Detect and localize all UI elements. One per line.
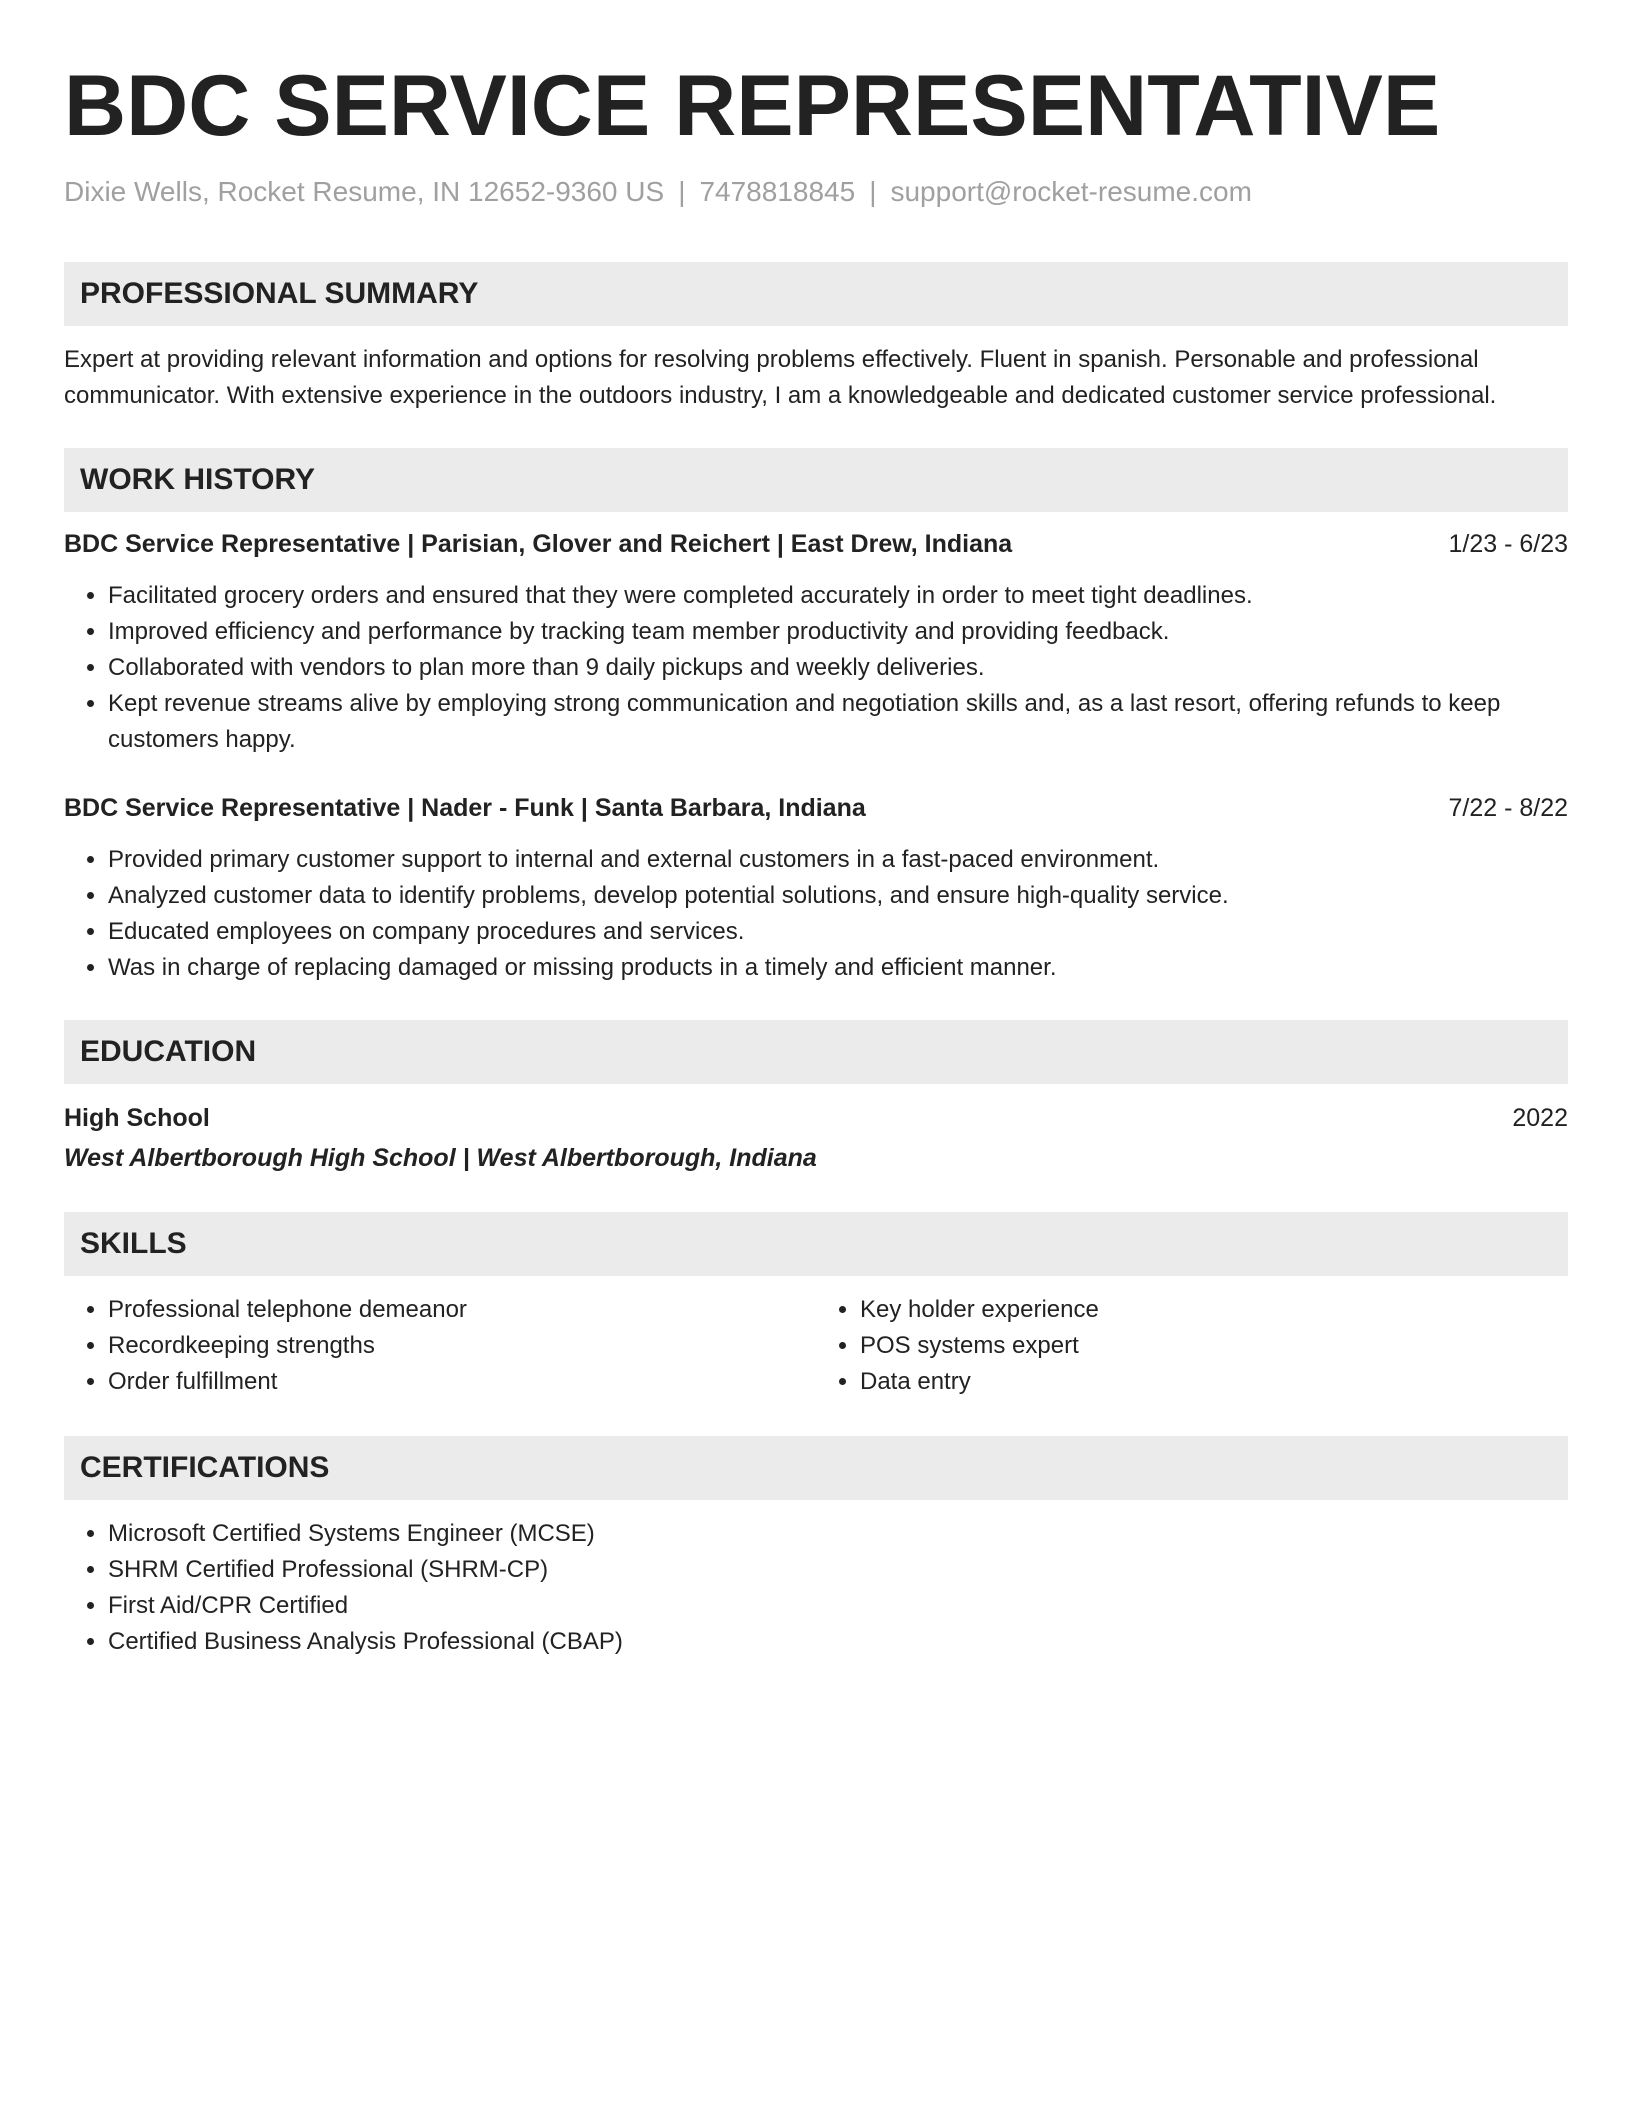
job-bullets — [64, 842, 1568, 986]
job-header — [64, 790, 1568, 826]
list-item: • Facilitated grocery orders and ensured that they were completed accurately in order to meet tight deadlines. — [108, 578, 1568, 614]
education-school: West Albertborough High School | West Albertborough, Indiana — [64, 1144, 817, 1172]
job-entry — [64, 526, 1568, 758]
job-entry — [64, 790, 1568, 986]
section-heading-education: EDUCATION — [64, 1020, 1568, 1084]
summary-text: Expert at providing relevant information and options for resolving problems effectively. Fluent in spanish. Personable and professional communicator. With extensive experience in the outdoors industry, I am a knowledgeable and dedicated customer service professional. — [64, 346, 1497, 409]
contact-line — [64, 174, 1568, 210]
job-bullets — [64, 578, 1568, 758]
contact-separator: | — [678, 176, 686, 207]
list-item: • Analyzed customer data to identify problems, develop potential solutions, and ensure high-quality service. — [108, 878, 1568, 914]
education-header — [64, 1100, 1568, 1136]
work-history-section — [64, 448, 1568, 986]
skills-columns — [64, 1276, 1568, 1400]
list-item: • First Aid/CPR Certified — [108, 1588, 1568, 1624]
list-item: • Kept revenue streams alive by employing strong communication and negotiation skills and, as a last resort, offering refunds to keep customers happy. — [108, 686, 1568, 758]
skills-list-left — [64, 1292, 816, 1400]
list-item: • Microsoft Certified Systems Engineer (MCSE) — [108, 1516, 1568, 1552]
section-heading-summary: PROFESSIONAL SUMMARY — [64, 262, 1568, 326]
list-item: • Improved efficiency and performance by tracking team member productivity and providing feedback. — [108, 614, 1568, 650]
contact-address: Dixie Wells, Rocket Resume, IN 12652-9360 US — [64, 176, 665, 207]
section-heading-certifications: CERTIFICATIONS — [64, 1436, 1568, 1500]
list-item: • Was in charge of replacing damaged or missing products in a timely and efficient manner. — [108, 950, 1568, 986]
job-title: BDC Service Representative | Nader - Funk | Santa Barbara, Indiana — [64, 794, 866, 822]
certifications-section — [64, 1436, 1568, 1660]
list-item: • Certified Business Analysis Professional (CBAP) — [108, 1624, 1568, 1660]
list-item: • Professional telephone demeanor — [108, 1292, 816, 1328]
list-item: • Data entry — [860, 1364, 1568, 1400]
certifications-list — [64, 1516, 1568, 1660]
resume-title: BDC SERVICE REPRESENTATIVE — [64, 58, 1441, 154]
list-item: • Provided primary customer support to internal and external customers in a fast-paced environment. — [108, 842, 1568, 878]
education-section — [64, 1020, 1568, 1176]
job-title: BDC Service Representative | Parisian, Glover and Reichert | East Drew, Indiana — [64, 530, 1013, 558]
skills-list-right — [816, 1292, 1568, 1400]
education-year: 2022 — [1512, 1104, 1568, 1132]
job-header — [64, 526, 1568, 562]
list-item: • Key holder experience — [860, 1292, 1568, 1328]
section-heading-skills: SKILLS — [64, 1212, 1568, 1276]
contact-separator: | — [869, 176, 877, 207]
summary-section — [64, 262, 1568, 414]
skills-section — [64, 1212, 1568, 1400]
contact-phone: 7478818845 — [699, 176, 856, 207]
list-item: • Educated employees on company procedures and services. — [108, 914, 1568, 950]
contact-email: support@rocket-resume.com — [890, 176, 1252, 207]
list-item: • Collaborated with vendors to plan more than 9 daily pickups and weekly deliveries. — [108, 650, 1568, 686]
list-item: • Recordkeeping strengths — [108, 1328, 816, 1364]
job-dates: 1/23 - 6/23 — [1448, 530, 1568, 558]
list-item: • SHRM Certified Professional (SHRM-CP) — [108, 1552, 1568, 1588]
list-item: • Order fulfillment — [108, 1364, 816, 1400]
section-heading-work-history: WORK HISTORY — [64, 448, 1568, 512]
list-item: • POS systems expert — [860, 1328, 1568, 1364]
job-dates: 7/22 - 8/22 — [1448, 794, 1568, 822]
education-degree: High School — [64, 1104, 210, 1132]
